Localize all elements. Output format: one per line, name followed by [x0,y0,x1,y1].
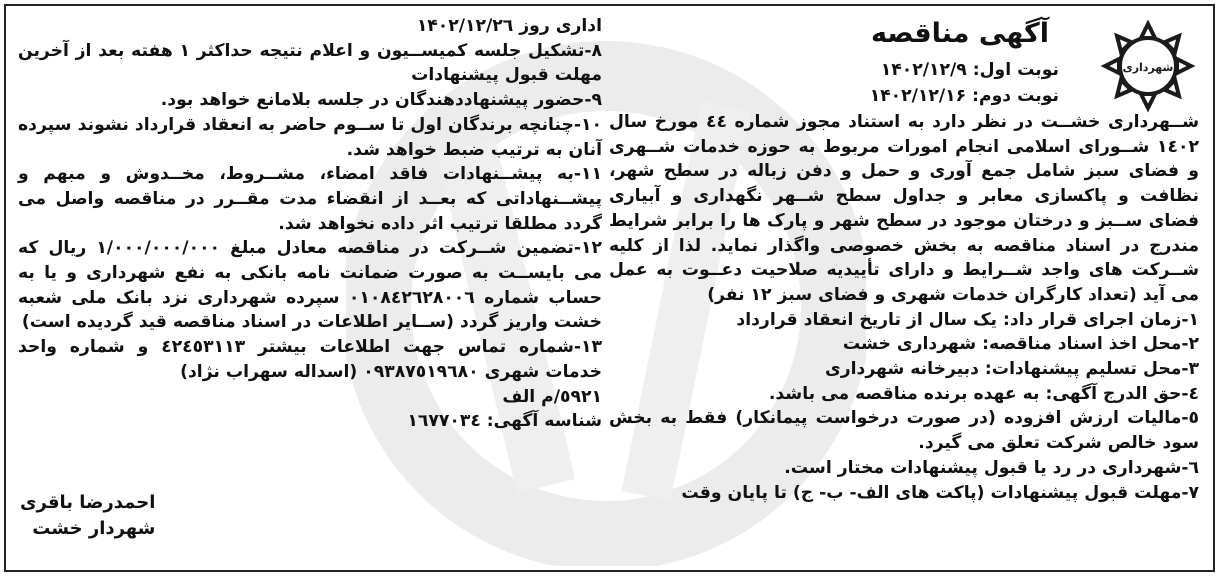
left-column [18,14,602,434]
page-title: آگهی مناقصه [870,18,1049,49]
turn-first: نوبت اول: ۱۴۰۲/۱۲/۹ [880,60,1059,80]
signer-name: احمدرضا باقری [20,492,156,513]
item-3: ۳-محل تسلیم پیشنهادات: دبیرخانه شهرداری [824,359,1199,380]
right-column [609,14,1199,505]
intro-paragraph: شــهرداری خشــت در نظر دارد به استناد مجوز شماره ٤٤ مورخ سال ۱٤۰۲ شــورای اسلامی انجام امورات مربوط به حوزه خدمات شــهری و فضای سبز شامل جمع آوری و حمل و دفن زباله در سطح شهر، نظافت و پاکسازی معابر و جداول سطح شــهر نگهداری و آبیاری فضای ســبز و درختان موجود در سطح شهر و پارک ها را برابر شرایط مندرج در اسناد مناقصه به بخش خصوصی واگذار نماید. لذا از کلیه شــرکت های واجد شــرایط و دارای تأییدیه صلاحیت دعــوت به عمل می آید (تعداد کارگران خدمات شهری و فضای سبز ۱۲ نفر) [609,112,1199,305]
item-10: ۱۰-چنانچه برندگان اول تا ســوم حاضر به انعقاد قرارداد نشوند سپرده آنان به ترتیب ضبط خواهد شد. [18,114,602,160]
signature-block [20,490,155,542]
item-5: ٥-مالیات ارزش افزوده (در صورت درخواست پیمانکار) فقط به بخش سود خالص شرکت تعلق می گیرد. [609,408,1199,454]
item-8: ۸-تشکیل جلسه کمیســیون و اعلام نتیجه حداکثر ۱ هفته بعد از آخرین مهلت قبول پیشنهادات [18,40,602,86]
item-4: ٤-حق الدرج آگهی: به عهده برنده مناقصه می باشد. [768,383,1199,404]
logo-text: شهرداری [1122,61,1174,74]
notice-id: شناسه آگهی: ۱٦۷۷۰۳٤ [407,411,602,432]
notice-frame [4,4,1215,572]
signer-title: شهردار خشت [32,518,156,539]
item-7: ۷-مهلت قبول پیشنهادات (پاکت های الف- ب- ج) تا پایان وقت [681,482,1199,503]
item-6: ٦-شهرداری در رد یا قبول پیشنهادات مختار است. [784,457,1199,478]
item-2: ۲-محل اخذ اسناد مناقصه: شهرداری خشت [842,334,1199,355]
item-12: ۱۲-تضمین شــرکت در مناقصه معادل مبلغ ۱/۰۰۰/۰۰۰/۰۰۰ ریال که می بایســت به صورت ضمانت نامه بانکی به نفع شهرداری و یا به حساب شماره ۰۱۰۸٤٢٦٢٨٠٠٦ سپرده شهرداری نزد بانک ملی شعبه خشت واریز گردد (ســایر اطلاعات در اسناد مناقصه قید گردیده است) [18,238,602,333]
item-11: ۱۱-به پیشــنهادات فاقد امضاء، مشــروط، مخــدوش و مبهم و پیشــنهاداتی که بعــد از انقضاء مدت مقــرر در مناقصه واصل می گردد مطلقا ترتیب اثر داده نخواهد شد. [18,164,602,234]
reference-code: ٥۹۲۱/م الف [502,386,602,407]
municipality-logo-icon [1093,16,1203,116]
deadline-continued: اداری روز ۱۴۰۲/۱۲/۲٦ [416,16,602,36]
turn-second: نوبت دوم: ۱۴۰۲/۱۲/۱۶ [869,86,1059,106]
item-13: ۱۳-شماره تماس جهت اطلاعات بیشتر ٤٢٤٥٣١١٣ و شماره واحد خدمات شهری ۰۹۳۸۷٥۱۹٦۸۰ (اسداله سهراب نژاد) [18,337,602,382]
item-1: ۱-زمان اجرای قرار داد: یک سال از تاریخ انعقاد قرارداد [736,309,1199,330]
item-9: ۹-حضور پیشنهاددهندگان در جلسه بلامانع خواهد بود. [160,90,602,111]
notice-header [609,14,1199,110]
